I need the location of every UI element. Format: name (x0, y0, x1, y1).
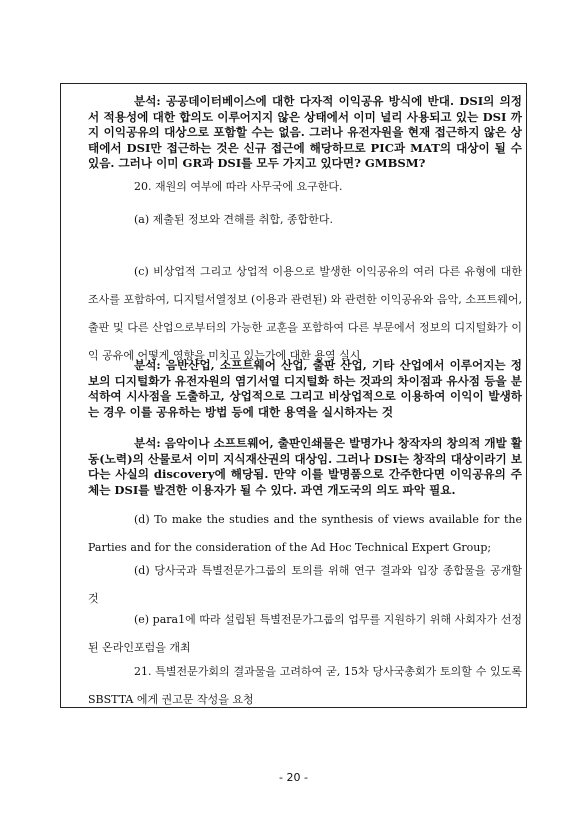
item-20a: (a) 제출된 정보와 견해를 취합, 종합한다. (134, 213, 334, 226)
item-20d-english: (d) To make the studies and the synthesis of views available for the Parties and for the consideration of the Ad Hoc Technical Expert Group; (88, 513, 522, 554)
analysis-paragraph-3: 분석: 음악이나 소프트웨어, 출판인쇄물은 발명가나 창작자의 창의적 개발 활동(노력)의 산물로서 이미 지식재산권의 대상임. 그러나 DSI는 창작의 대상이라기 보다는 사실의 discovery에 해당됨. 만약 이를 발명품으로 간주한다면 이익공유의 주체는 DSI를 발견한 이용자가 될 수 있다. 과연 개도국의 의도 파악 필요. (88, 436, 522, 497)
item-20c: (c) 비상업적 그리고 상업적 이용으로 발생한 이익공유의 여러 다른 유형에 대한 조사를 포함하여, 디지털서열정보 (이용과 관련된) 와 관련한 이익공유와 음악, 소프트웨어, 출판 및 다른 산업으로부터의 가능한 교훈을 포함하여 다른 부문에서 정보의 디지털화가 이익 공유에 어떻게 영향을 미치고 있는가에 대한 용역 실시 (88, 265, 522, 362)
item-20e: (e) para1에 따라 설립된 특별전문가그룹의 업무를 지원하기 위해 사회자가 선정된 온라인포럼을 개최 (88, 613, 522, 654)
page-number: - 20 - (279, 771, 308, 784)
item-20d-korean: (d) 당사국과 특별전문가그룹의 토의를 위해 연구 결과와 입장 종합물을 공개할 것 (88, 564, 522, 605)
item-21: 21. 특별전문가회의 결과물을 고려하여 굳, 15차 당사국총회가 토의할 수 있도록 SBSTTA 에게 권고문 작성을 요청 (88, 665, 522, 706)
analysis-paragraph-2: 분석: 음반산업, 소프트웨어 산업, 출판 산업, 기타 산업에서 이루어지는 정보의 디지털화가 유전자원의 염기서열 디지털화 하는 것과의 차이점과 유사점 등을 분석하여 시사점을 도출하고, 상업적으로 그리고 비상업적으로 이용하여 이익이 발생하는 경우 이를 공유하는 방법 등에 대한 용역을 실시하자는 것 (88, 358, 522, 419)
item-20: 20. 재원의 여부에 따라 사무국에 요구한다. (134, 180, 343, 193)
analysis-paragraph-1: 분석: 공공데이터베이스에 대한 다자적 이익공유 방식에 반대. DSI의 의정서 적용성에 대한 합의도 이루어지지 않은 상태에서 이미 널리 사용되고 있는 DSI 까지 이익공유의 대상으로 포함할 수는 없음. 그러나 유전자원을 현재 접근하지 않은 상태에서 DSI만 접근하는 것은 신규 접근에 해당하므로 PIC과 MAT의 대상이 될 수 있음. 그러나 이미 GR과 DSI를 모두 가지고 있다면? GMBSM? (88, 94, 522, 171)
